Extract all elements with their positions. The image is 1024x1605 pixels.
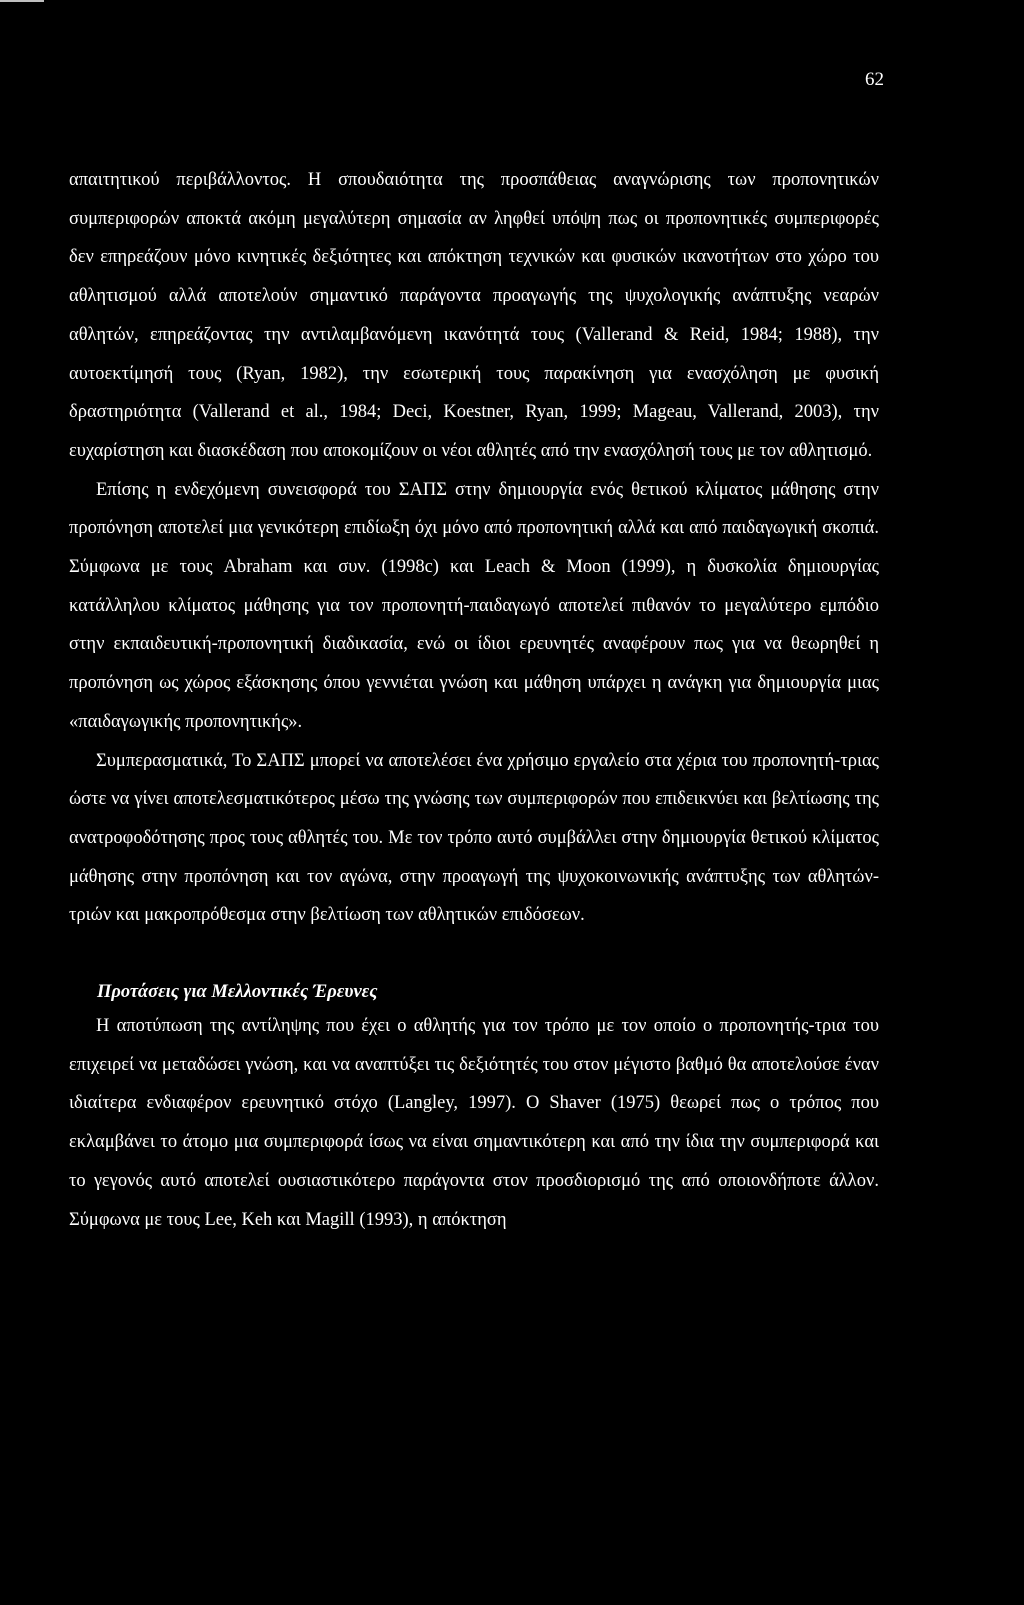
document-body xyxy=(69,161,879,1239)
paragraph-future-research: Η αποτύπωση της αντίληψης που έχει ο αθλητής για τον τρόπο με τον οποίο ο προπονητής-τρια του επιχειρεί να μεταδώσει γνώση, και να αναπτύξει τις δεξιότητές του στον μέγιστο βαθμό θα αποτελούσε έναν ιδιαίτερα ενδιαφέρον ερευνητικό στόχο (Langley, 1997). Ο Shaver (1975) θεωρεί πως ο τρόπος που εκλαμβάνει το άτομο μια συμπεριφορά ίσως να είναι σημαντικότερη και από την ίδια την συμπεριφορά και το γεγονός αυτό αποτελεί ουσιαστικότερο παράγοντα στον προσδιορισμό της από οποιονδήποτε άλλον. Σύμφωνα με τους Lee, Keh και Magill (1993), η απόκτηση xyxy=(69,1016,879,1230)
page-number: 62 xyxy=(865,69,884,90)
paragraph-continuation: απαιτητικού περιβάλλοντος. Η σπουδαιότητα της προσπάθειας αναγνώρισης των προπονητικών συμπεριφορών αποκτά ακόμη μεγαλύτερη σημασία αν ληφθεί υπόψη πως οι προπονητικές συμπεριφορές δεν επηρεάζουν μόνο κινητικές δεξιότητες και απόκτηση τεχνικών και φυσικών ικανοτήτων στο χώρο του αθλητισμού αλλά αποτελούν σημαντικό παράγοντα προαγωγής της ψυχολογικής ανάπτυξης νεαρών αθλητών, επηρεάζοντας την αντιλαμβανόμενη ικανότητά τους (Vallerand & Reid, 1984; 1988), την αυτοεκτίμησή τους (Ryan, 1982), την εσωτερική τους παρακίνηση για ενασχόληση με φυσική δραστηριότητα (Vallerand et al., 1984; Deci, Koestner, Ryan, 1999; Mageau, Vallerand, 2003), την ευχαρίστηση και διασκέδαση που αποκομίζουν οι νέοι αθλητές από την ενασχόλησή τους με τον αθλητισμό. xyxy=(69,170,879,461)
scan-corner-mark xyxy=(0,0,44,2)
paragraph-sapse-learning-climate: Επίσης η ενδεχόμενη συνεισφορά του ΣΑΠΣ στην δημιουργία ενός θετικού κλίματος μάθησης στην προπόνηση αποτελεί μια γενικότερη επιδίωξη όχι μόνο από προπονητική αλλά και από παιδαγωγική σκοπιά. Σύμφωνα με τους Abraham και συν. (1998c) και Leach & Moon (1999), η δυσκολία δημιουργίας κατάλληλου κλίματος μάθησης για τον προπονητή-παιδαγωγό αποτελεί πιθανόν το μεγαλύτερο εμπόδιο στην εκπαιδευτική-προπονητική διαδικασία, ενώ οι ίδιοι ερευνητές αναφέρουν πως για να θεωρηθεί η προπόνηση ως χώρος εξάσκησης όπου γεννιέται γνώση και μάθηση υπάρχει η ανάγκη για δημιουργία μιας «παιδαγωγικής προπονητικής». xyxy=(69,479,879,732)
section-heading-future-research: Προτάσεις για Μελλοντικές Έρευνες xyxy=(97,982,378,1003)
paragraph-conclusion: Συμπερασματικά, Το ΣΑΠΣ μπορεί να αποτελέσει ένα χρήσιμο εργαλείο στα χέρια του προπονητή-τριας ώστε να γίνει αποτελεσματικότερος μέσω της γνώσης των συμπεριφορών που επιδεικνύει και βελτίωσης της ανατροφοδότησης προς τους αθλητές του. Με τον τρόπο αυτό συμβάλλει στην δημιουργία θετικού κλίματος μάθησης στην προπόνηση και τον αγώνα, στην προαγωγή της ψυχοκοινωνικής ανάπτυξης των αθλητών-τριών και μακροπρόθεσμα στην βελτίωση των αθλητικών επιδόσεων. xyxy=(69,750,879,926)
